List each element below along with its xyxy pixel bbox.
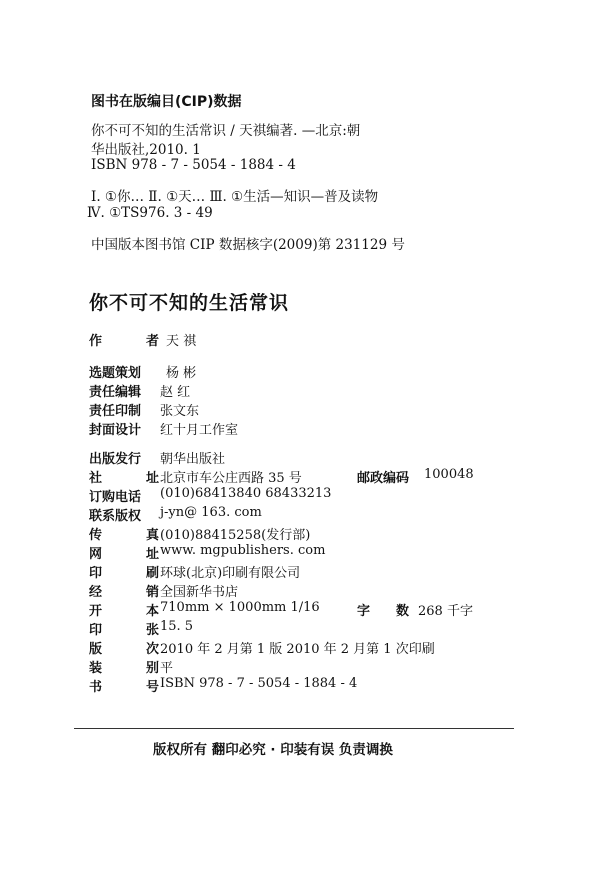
isbn-label-a: 书: [89, 680, 103, 695]
publisher-label: 出版发行: [89, 452, 142, 467]
distributor-value: 全国新华书店: [160, 585, 239, 600]
divider: [74, 728, 514, 729]
isbn-value: ISBN 978 - 7 - 5054 - 1884 - 4: [160, 676, 358, 691]
fax-value: (010)88415258(发行部): [160, 528, 311, 543]
edition-label-a: 版: [89, 642, 103, 657]
copyright-contact-value: j-yn@ 163. com: [160, 505, 262, 520]
distributor-label-b: 销: [145, 585, 159, 600]
cip-line-3: ISBN 978 - 7 - 5054 - 1884 - 4: [91, 157, 296, 173]
order-phone-label: 订购电话: [89, 490, 142, 505]
author-value: 天 祺: [166, 334, 197, 349]
distributor-label: [89, 581, 159, 600]
sheets-value: 15. 5: [160, 619, 194, 634]
order-phone-value: (010)68413840 68433213: [160, 486, 332, 501]
postcode-value: 100048: [424, 467, 474, 482]
address-label: [89, 467, 159, 486]
publisher-value: 朝华出版社: [160, 452, 226, 467]
website-label: [89, 543, 159, 562]
author-label-b: 者: [145, 334, 159, 349]
planner-value: 杨 彬: [166, 366, 197, 381]
cip-title: 图书在版编目(CIP)数据: [91, 94, 242, 110]
sheets-label: [89, 619, 159, 638]
address-label-b: 址: [145, 471, 159, 486]
copyright-contact-label: 联系版权: [89, 509, 142, 524]
printer-label-b: 刷: [145, 566, 159, 581]
binding-label-a: 装: [89, 661, 103, 676]
cip-line-5: Ⅳ. ①TS976. 3 - 49: [87, 205, 213, 221]
address-value: 北京市车公庄西路 35 号: [160, 471, 302, 486]
distributor-label-a: 经: [89, 585, 103, 600]
website-value: www. mgpublishers. com: [160, 543, 326, 558]
word-count-label-a: 字: [357, 604, 371, 619]
format-label: [89, 600, 159, 619]
cip-line-4: Ⅰ. ①你… Ⅱ. ①天… Ⅲ. ①生活—知识—普及读物: [91, 189, 379, 205]
edition-label-b: 次: [145, 642, 159, 657]
format-label-a: 开: [89, 604, 103, 619]
binding-label-b: 别: [145, 661, 159, 676]
isbn-label-b: 号: [145, 680, 159, 695]
author-label: [89, 330, 159, 349]
binding-label: [89, 657, 159, 676]
sheets-label-b: 张: [145, 623, 159, 638]
cover-designer-label: 封面设计: [89, 423, 142, 438]
book-title: 你不可不知的生活常识: [89, 292, 290, 314]
edition-value: 2010 年 2 月第 1 版 2010 年 2 月第 1 次印刷: [160, 642, 435, 657]
postcode-label: 邮政编码: [357, 471, 410, 486]
word-count-label-b: 数: [395, 604, 409, 619]
sheets-label-a: 印: [89, 623, 103, 638]
address-label-a: 社: [89, 471, 103, 486]
word-count-value: 268 千字: [418, 604, 473, 619]
edition-label: [89, 638, 159, 657]
printer-label: [89, 562, 159, 581]
format-value: 710mm × 1000mm 1/16: [160, 600, 320, 615]
cover-designer-value: 红十月工作室: [160, 423, 239, 438]
author-label-a: 作: [89, 334, 103, 349]
printer-value: 环球(北京)印刷有限公司: [160, 566, 301, 581]
format-label-b: 本: [145, 604, 159, 619]
isbn-label: [89, 676, 159, 695]
cip-line-6: 中国版本图书馆 CIP 数据核字(2009)第 231129 号: [91, 237, 405, 253]
fax-label: [89, 524, 159, 543]
word-count-label: [357, 600, 409, 619]
printer-label-a: 印: [89, 566, 103, 581]
binding-value: 平: [160, 661, 174, 676]
website-label-b: 址: [145, 547, 159, 562]
website-label-a: 网: [89, 547, 103, 562]
print-supervisor-label: 责任印制: [89, 404, 142, 419]
fax-label-b: 真: [145, 528, 159, 543]
editor-value: 赵 红: [160, 385, 191, 400]
copyright-footer: 版权所有 翻印必究 · 印装有误 负责调换: [153, 742, 393, 758]
cip-line-2: 华出版社,2010. 1: [91, 142, 201, 158]
planner-label: 选题策划: [89, 366, 142, 381]
fax-label-a: 传: [89, 528, 103, 543]
cip-line-1: 你不可不知的生活常识 / 天祺编著. —北京:朝: [91, 123, 361, 139]
editor-label: 责任编辑: [89, 385, 142, 400]
print-supervisor-value: 张文东: [160, 404, 200, 419]
